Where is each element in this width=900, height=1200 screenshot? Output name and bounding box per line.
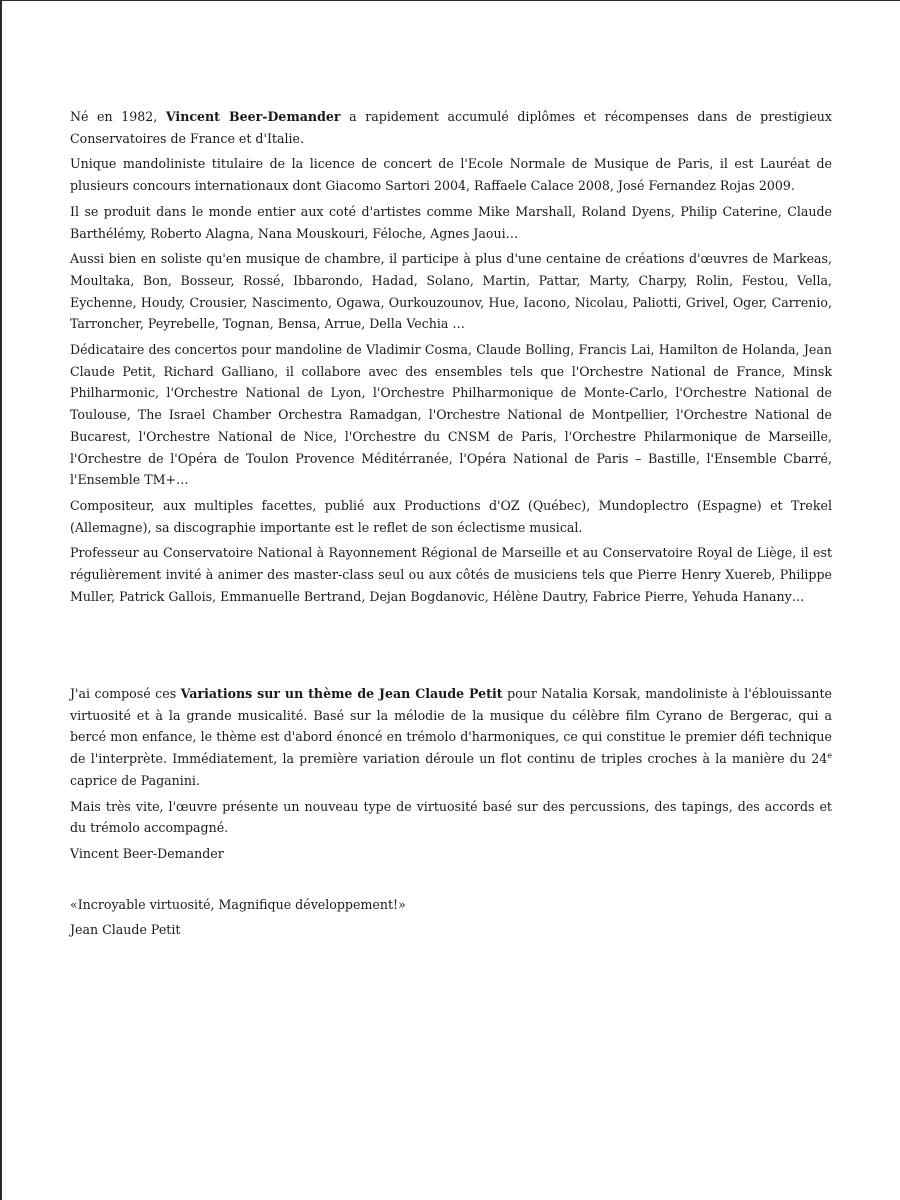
note-paragraph-intro — [70, 683, 832, 792]
biography-section — [70, 106, 832, 611]
bio-paragraph-teaching: Professeur au Conservatoire National à Rayonnement Régional de Marseille et au Conservatoire Royal de Liège, il est régulièrement invité à animer des master-class seul ou aux côtés de musiciens tels que Pierre Henry Xuereb, Philippe Muller, Patrick Gallois, Emmanuelle Bertrand, Dejan Bogdanovic, Hélène Dautry, Fabrice Pierre, Yehuda Hanany… — [70, 545, 832, 604]
note-paragraph-virtuosity: Mais très vite, l'œuvre présente un nouveau type de virtuosité basé sur des percussions, des tapings, des accords et du trémolo accompagné. — [70, 798, 832, 836]
bio-paragraph-collaborations: Il se produit dans le monde entier aux coté d'artistes comme Mike Marshall, Roland Dyens, Philip Caterine, Claude Barthélémy, Roberto Alagna, Nana Mouskouri, Féloche, Agnes Jaoui… — [70, 203, 832, 241]
ordinal-suffix: e — [827, 750, 832, 760]
bio-paragraph-creations: Aussi bien en soliste qu'en musique de chambre, il participe à plus d'une centaine de créations d'œuvres de Markeas, Moultaka, Bon, Bosseur, Rossé, Ibbarondo, Hadad, Solano, Martin, Pattar, Marty, Charpy, Rolin, Festou, Vella, Eychenne, Houdy, Crousier, Nascimento, Ogawa, Ourkouzounov, Hue, Iacono, Nicolau, Paliotti, Grivel, Oger, Carrenio, Tarroncher, Peyrebelle, Tognan, Bensa, Arrue, Della Vechia … — [70, 251, 832, 332]
note-p1-body: pour Natalia Korsak, mandoliniste à l'éblouissante virtuosité et à la grande musicalité. Basé sur la mélodie de la musique du célèbre film Cyrano de Bergerac, qui a bercé mon enfance, le thème est d'abord énoncé en trémolo d'harmoniques, ce qui constitue le premier défi technique de l'interprète. Immédiatement, la première variation déroule un flot continu de triples croches à la manière du 24 — [70, 686, 833, 767]
bio-paragraph-concertos: Dédicataire des concertos pour mandoline de Vladimir Cosma, Claude Bolling, Francis Lai, Hamilton de Holanda, Jean Claude Petit, Richard Galliano, il collabore avec des ensembles tels que l'Orchestre National de France, Minsk Philharmonic, l'Orchestre National de Lyon, l'Orchestre Philharmonique de Monte-Carlo, l'Orchestre National de Toulouse, The Israel Chamber Orchestra Ramadgan, l'Orchestre National de Montpellier, l'Orchestre National de Bucarest, l'Orchestre National de Nice, l'Orchestre du CNSM de Paris, l'Orchestre Philarmonique de Marseille, l'Orchestre de l'Opéra de Toulon Provence Méditérranée, l'Opéra National de Paris – Bastille, l'Ensemble Cbarré, l'Ensemble TM+… — [70, 342, 832, 488]
work-title: Variations sur un thème de Jean Claude Petit — [180, 686, 503, 701]
note-signature: Vincent Beer-Demander — [70, 845, 224, 861]
bio-paragraph-birth — [70, 106, 832, 149]
testimonial-author: Jean Claude Petit — [70, 922, 181, 938]
testimonial-quote: «Incroyable virtuosité, Magnifique développement!» — [70, 896, 406, 912]
bio-paragraph-composer: Compositeur, aux multiples facettes, publié aux Productions d'OZ (Québec), Mundoplectro (Espagne) et Trekel (Allemagne), sa discographie importante est le reflet de son éclectisme musical. — [70, 497, 832, 535]
note-p1-end: caprice de Paganini. — [70, 772, 200, 788]
bio-p1-lead: Né en 1982, — [70, 109, 166, 124]
note-p1-lead: J'ai composé ces — [70, 686, 181, 701]
bio-paragraph-awards: Unique mandoliniste titulaire de la licence de concert de l'Ecole Normale de Musique de Paris, il est Lauréat de plusieurs concours internationaux dont Giacomo Sartori 2004, Raffaele Calace 2008, José Fernandez Rojas 2009. — [70, 156, 832, 194]
artist-name: Vincent Beer-Demander — [165, 109, 341, 124]
composer-note-section — [70, 683, 832, 945]
bio-p1-rest: a rapidement accumulé diplômes et récompenses dans de prestigieux Conservatoires de France et d'Italie. — [70, 109, 832, 146]
